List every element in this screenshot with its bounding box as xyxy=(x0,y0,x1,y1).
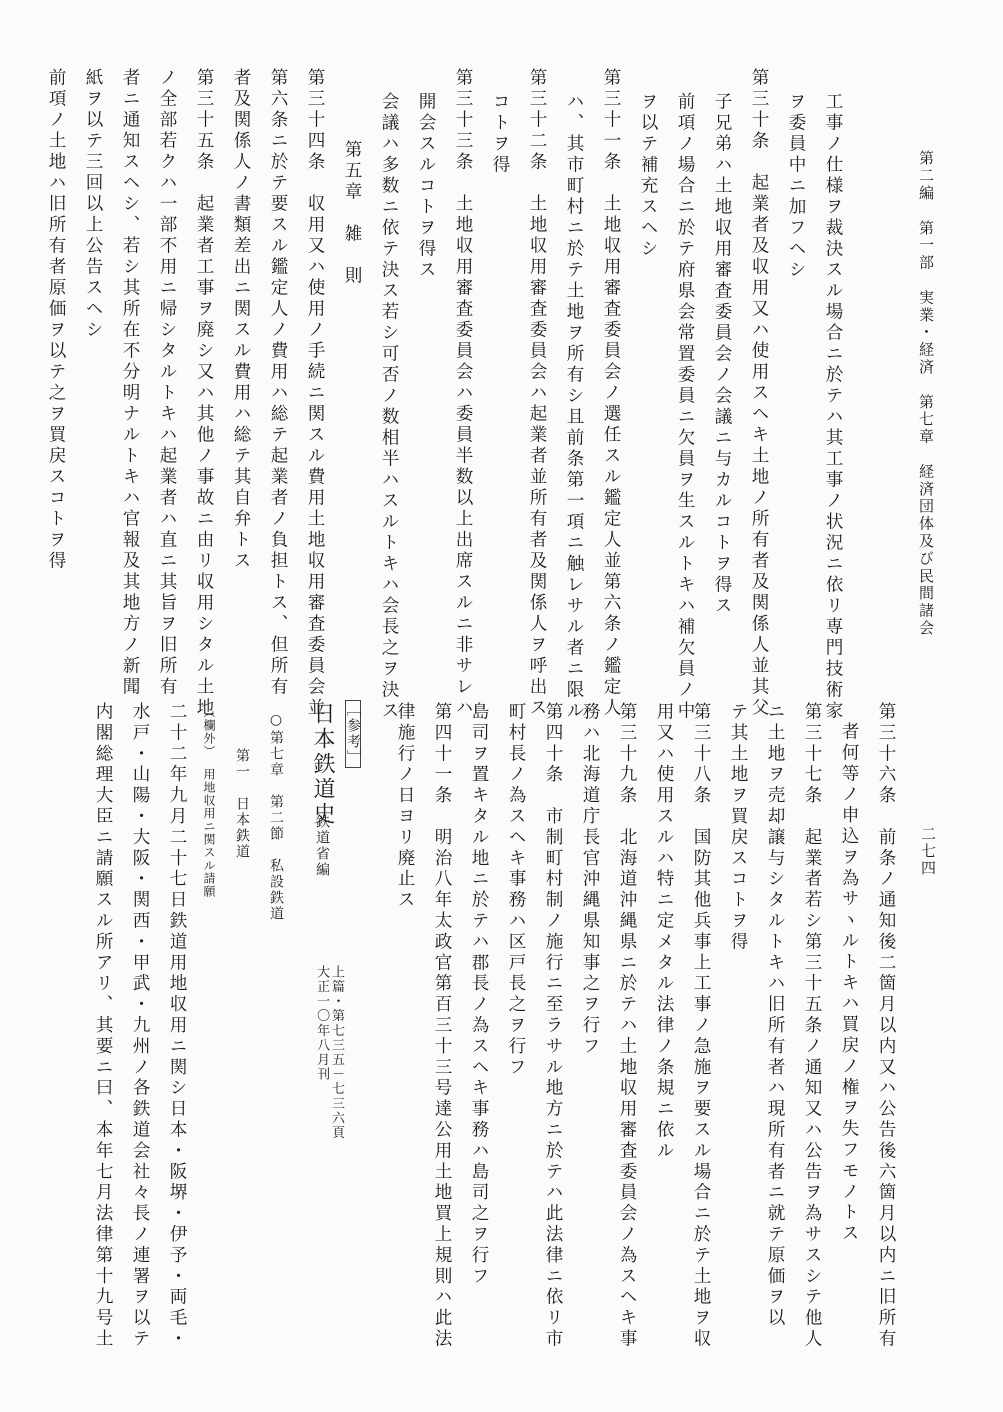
article-31: 第三十一条 土地収用審査委員会ノ選任スル鑑定人並第六条ノ鑑定人 xyxy=(601,68,621,719)
text-line: 前項ノ場合ニ於テ府県会常置委員ニ欠員ヲ生スルトキハ補欠員ノ中 xyxy=(675,92,695,722)
text-line: 紙ヲ以テ三回以上公告スヘシ xyxy=(83,68,103,341)
text-line: ハ、其市町村ニ於テ土地ヲ所有シ且前条第一項ニ触レサル者ニ限ル xyxy=(564,92,584,722)
margin-note-text: 用地収用ニ関スル請願 xyxy=(202,768,216,898)
margin-note xyxy=(203,706,215,898)
book-volume-pages xyxy=(313,965,343,1140)
text-line: 者及関係人ノ書類差出ニ関スル費用ハ総テ其自弁トス xyxy=(231,68,251,572)
text-line: コトヲ得 xyxy=(490,92,510,176)
text-line: 水戸・山陽・大阪・関西・甲武・九州ノ各鉄道会社々長ノ連署ヲ以テ xyxy=(130,702,150,1350)
publication-date: 大正一〇年八月刊 xyxy=(314,965,330,1082)
article-39: 第三十九条 北海道沖縄県ニ於テハ土地収用審査委員会ノ為スヘキ事 xyxy=(617,702,637,1350)
text-line: 開会スルコトヲ得ス xyxy=(416,92,436,281)
text-line: 二十二年九月二十七日鉄道用地収用ニ関シ日本・阪堺・伊予・両毛・ xyxy=(167,702,187,1350)
margin-note-label: （欄外） xyxy=(202,706,216,758)
text-line: 島司ヲ置キタル地ニ於テハ郡長ノ為スヘキ事務ハ島司之ヲ行フ xyxy=(469,702,489,1288)
text-line: 前項ノ土地ハ旧所有者原価ヲ以テ之ヲ買戻スコトヲ得 xyxy=(46,68,66,572)
reference-label: ［参考］ xyxy=(345,702,361,766)
article-40: 第四十条 市制町村制ノ施行ニ至ラサル地方ニ於テハ此法律ニ依リ市 xyxy=(543,702,563,1350)
chapter-heading: 第五章 雑 則 xyxy=(342,140,362,287)
text-line: ヲ委員中ニ加フヘシ xyxy=(786,92,806,281)
running-header: 第二編 第一部 実業・経済 第七章 経済団体及び民間諸会 xyxy=(917,150,935,638)
text-line: 第六条ニ於テ要スル鑑定人ノ費用ハ総テ起業者ノ負担トス、但所有 xyxy=(268,68,288,698)
text-line: ヲ以テ補充スヘシ xyxy=(638,92,658,260)
article-33: 第三十三条 土地収用審査委員会ハ委員半数以上出席スルニ非サレハ xyxy=(453,68,473,719)
book-author: 鉄道省編 xyxy=(314,814,330,878)
text-line: 務ハ北海道庁長官沖縄県知事之ヲ行フ xyxy=(580,702,600,1058)
text-line: ノ全部若クハ一部不用ニ帰シタルトキハ起業者ハ直ニ其旨ヲ旧所有 xyxy=(157,68,177,698)
article-36: 第三十六条 前条ノ通知後二箇月以内又ハ公告後六箇月以内ニ旧所有 xyxy=(876,702,896,1350)
text-line: 者ニ通知スヘシ、若シ其所在不分明ナルトキハ官報及其地方ノ新聞 xyxy=(120,68,140,698)
page-number: 二七四 xyxy=(919,826,937,877)
text-line: 工事ノ仕様ヲ裁決スル場合ニ於テハ其工事ノ状況ニ依リ専門技術家 xyxy=(823,92,843,722)
article-30: 第三十条 起業者及収用又ハ使用スヘキ土地ノ所有者及関係人並其父 xyxy=(749,68,769,719)
text-line: 用又ハ使用スルハ特ニ定メタル法律ノ条規ニ依ル xyxy=(654,702,674,1162)
section-heading: ○第七章 第二節 私設鉄道 xyxy=(268,712,284,922)
article-35: 第三十五条 起業者工事ヲ廃シ又ハ其他ノ事故ニ由リ収用シタル土地 xyxy=(194,68,214,719)
text-line: 内閣総理大臣ニ請願スル所アリ、其要ニ曰、本年七月法律第十九号土 xyxy=(93,702,113,1350)
article-41: 第四十一条 明治八年太政官第百三十三号達公用土地買上規則ハ此法 xyxy=(432,702,452,1350)
subsection-heading: 第一 日本鉄道 xyxy=(234,748,250,860)
text-line: 律施行ノ日ヨリ廃止ス xyxy=(395,702,415,911)
article-34: 第三十四条 収用又ハ使用ノ手続ニ関スル費用土地収用審査委員会並 xyxy=(305,68,325,719)
text-line: テ其土地ヲ買戻スコトヲ得 xyxy=(728,702,748,953)
volume-pages: 上篇・第七三五－七三六頁 xyxy=(329,965,344,1141)
text-line: 町村長ノ為スヘキ事務ハ区戸長之ヲ行フ xyxy=(506,702,526,1079)
text-line: 子兄弟ハ土地収用審査委員会ノ会議ニ与カルコトヲ得ス xyxy=(712,92,732,617)
article-32: 第三十二条 土地収用審査委員会ハ起業者並所有者及関係人ヲ呼出ス xyxy=(527,68,547,719)
article-37: 第三十七条 起業者若シ第三十五条ノ通知又ハ公告ヲ為サスシテ他人 xyxy=(802,702,822,1350)
article-38: 第三十八条 国防其他兵事上工事ノ急施ヲ要スル場合ニ於テ土地ヲ収 xyxy=(691,702,711,1350)
text-line: ニ土地ヲ売却譲与シタルトキハ旧所有者ハ現所有者ニ就テ原価ヲ以 xyxy=(765,702,785,1329)
book-title: 日本鉄道史 xyxy=(310,702,335,827)
text-line: 会議ハ多数ニ依テ決ス若シ可否ノ数相半ハスルトキハ会長之ヲ決ス xyxy=(379,92,399,722)
text-line: 者何等ノ申込ヲ為サヽルトキハ買戻ノ権ヲ失フモノトス xyxy=(839,722,859,1245)
